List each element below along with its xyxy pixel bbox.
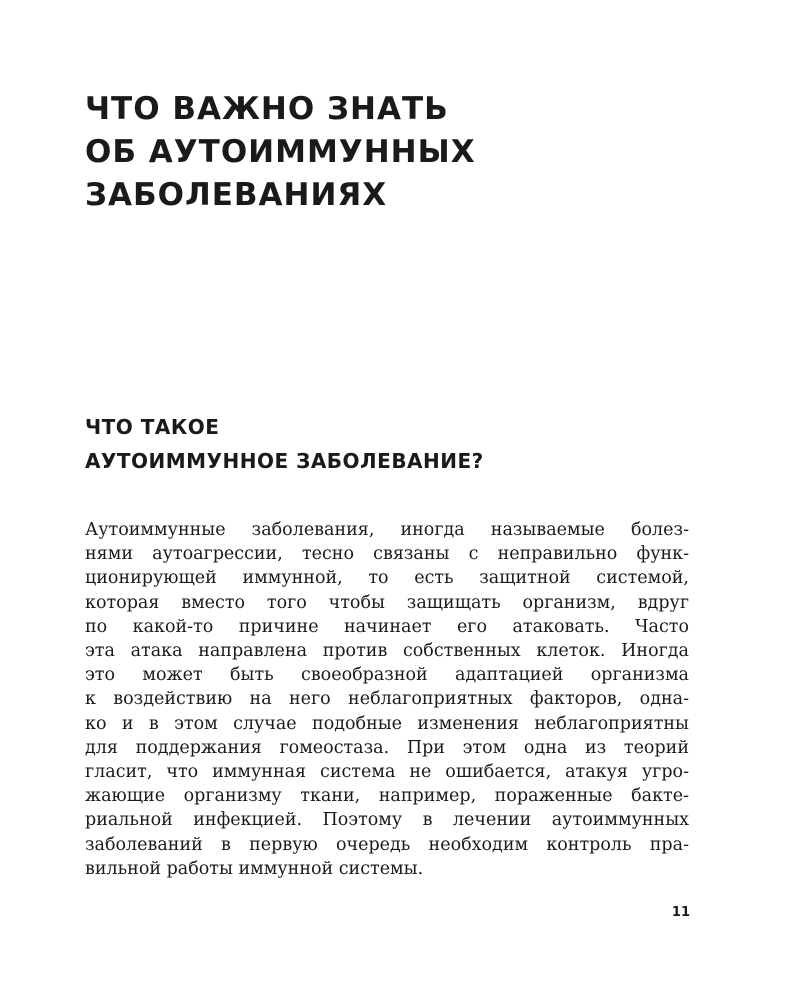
paragraph-line: Аутоиммунные заболевания, иногда называемые болез- bbox=[85, 520, 689, 540]
body-paragraph bbox=[85, 518, 689, 881]
chapter-title-line: ЗАБОЛЕВАНИЯХ bbox=[85, 177, 388, 213]
paragraph-line: которая вместо того чтобы защищать организм, вдруг bbox=[85, 592, 689, 613]
paragraph-line: ко и в этом случае подобные изменения неблагоприятны bbox=[85, 713, 689, 734]
paragraph-line: ционирующей иммунной, то есть защитной системой, bbox=[85, 568, 689, 589]
paragraph-line: по какой-то причине начинает его атаковать. Часто bbox=[85, 616, 689, 637]
paragraph-line: эта атака направлена против собственных клеток. Иногда bbox=[85, 641, 689, 662]
paragraph-line: вильной работы иммунной системы. bbox=[85, 858, 424, 879]
paragraph-line: это может быть своеобразной адаптацией организма bbox=[85, 665, 689, 686]
paragraph-line: риальной инфекцией. Поэтому в лечении аутоиммунных bbox=[85, 810, 689, 831]
paragraph-line: к воздействию на него неблагоприятных факторов, одна- bbox=[85, 689, 689, 710]
chapter-title-line: ОБ АУТОИММУННЫХ bbox=[85, 134, 476, 170]
paragraph-line: нями аутоагрессии, тесно связаны с неправильно функ- bbox=[85, 544, 689, 565]
section-heading-line: АУТОИММУННОЕ ЗАБОЛЕВАНИЕ? bbox=[85, 449, 484, 473]
paragraph-line: заболеваний в первую очередь необходим контроль пра- bbox=[85, 834, 689, 855]
section-heading-line: ЧТО ТАКОЕ bbox=[85, 415, 220, 439]
paragraph-line: для поддержания гомеостаза. При этом одна из теорий bbox=[85, 737, 689, 758]
paragraph-line: гласит, что иммунная система не ошибается, атакуя угро- bbox=[85, 762, 689, 783]
section-heading bbox=[85, 410, 484, 478]
page-number: 11 bbox=[671, 905, 690, 920]
paragraph-line: жающие организму ткани, например, пораженные бакте- bbox=[85, 786, 689, 807]
chapter-title bbox=[85, 88, 476, 217]
chapter-title-line: ЧТО ВАЖНО ЗНАТЬ bbox=[85, 91, 449, 127]
